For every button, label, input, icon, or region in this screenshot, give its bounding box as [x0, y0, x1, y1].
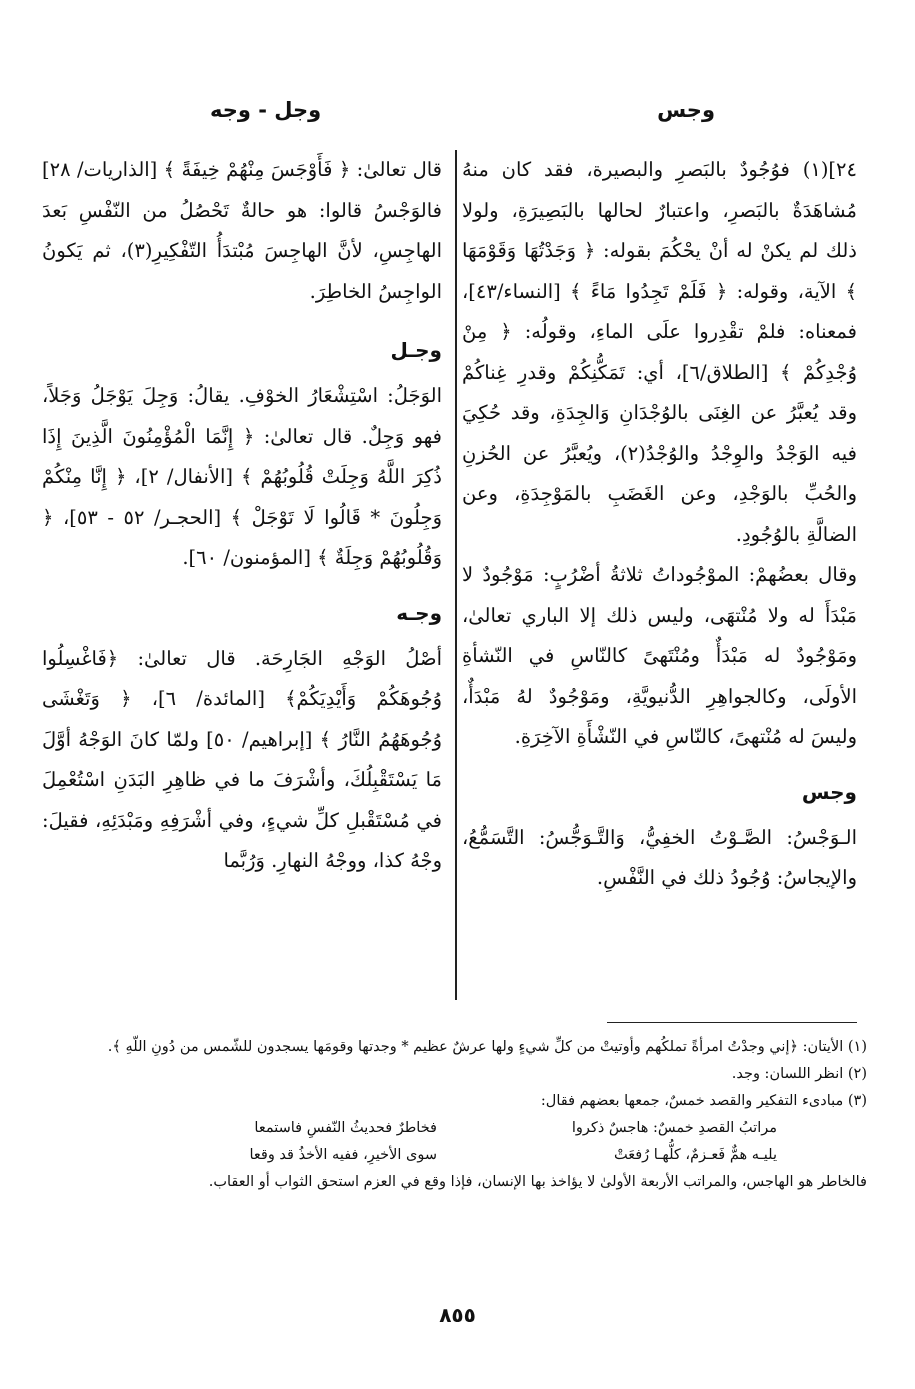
- right-column: [462, 150, 857, 899]
- entry-heading-wajal: وجـل: [390, 338, 442, 362]
- paragraph-wajs-continuation: قال تعالىٰ: ﴿ فَأَوْجَسَ مِنْهُمْ خِيفَةً ﴾ [الذاريات/ ٢٨] فالوَجْسُ قالوا: هو حالةٌ تَحْصُلُ من النّفْسِ بَعدَ الهاجِسِ، لأنَّ الهاجِسَ مُبْتدَأُ التّفْكِيرِ(٣)، ثم يَكونُ الواجِسُ الخاطِرَ.: [42, 158, 442, 303]
- verse-1-second-hemistich: فخاطرٌ فحديثُ النّفسِ فاستمعا: [254, 1120, 437, 1136]
- poem-verse-1: [47, 1115, 867, 1142]
- verse-2-second-hemistich: سوى الأخيرِ، ففيه الأخذُ قد وقعا: [249, 1147, 437, 1163]
- entry-text-wajs: الـوَجْسُ: الصَّـوْتُ الخفِيُّ، وَالتَّـوَجُّسُ: التَّسَمُّعُ، والإيجاسُ: وُجُودُ ذلك في النَّفْسِ.: [462, 825, 857, 889]
- paragraph-wajd-continuation: ٢٤](١) فوُجُودٌ بالبَصرِ والبصيرة، فقد كان منهُ مُشاهَدَةٌ بالبَصرِ، واعتبارٌ لحالها بالبَصِيرَةِ، ولولا ذلك لم يكنْ له أنْ يحْكُمَ بقوله: ﴿ وَجَدْتُهَا وَقَوْمَهَا ﴾ الآية، وقوله: ﴿ فَلَمْ تَجِدُوا مَاءً ﴾ [النساء/٤٣]، فمعناه: فلمْ تقْدِروا علَى الماءِ، وقولُه: ﴿ مِنْ وُجْدِكُمْ ﴾ [الطلاق/٦]، أي: تَمَكُّنِكُمْ وقدرِ غِناكُمْ وقد يُعبَّرُ عن الغِنَى بالوُجْدَانِ وَالجِدَةِ، وقد حُكِيَ فيه الوَجْدُ والوِجْدُ والوُجْدُ(٢)، ويُعبَّرُ عن الحُزنِ والحُبِّ بالوَجْدِ، وعن الغَضَبِ بالمَوْجِدَةِ، وعن الضالَّةِ بالوُجُودِ.: [462, 158, 857, 546]
- entry-text-wajal: الوَجَلُ: اسْتِشْعَارُ الخوْفِ. يقالُ: وَجِلَ يَوْجَلُ وَجَلاً، فهو وَجِلٌ. قال تعالىٰ: ﴿ إِنَّمَا الْمُؤْمِنُونَ الَّذِينَ إِذَا ذُكِرَ اللَّهُ وَجِلَتْ قُلُوبُهُمْ ﴾ [الأنفال/ ٢]، ﴿ إِنَّا مِنْكُمْ وَجِلُونَ * قَالُوا لَا تَوْجَلْ ﴾ [الحجـر/ ٥٢ - ٥٣]، ﴿ وَقُلُوبُهُمْ وَجِلَةٌ ﴾ [المؤمنون/ ٦٠].: [42, 384, 442, 569]
- entry-heading-wajs: وجس: [801, 779, 857, 804]
- footnote-2: (٢) انظر اللسان: وجد.: [731, 1066, 867, 1082]
- footnotes: [47, 1034, 867, 1196]
- entry-text-wajh: أصْلُ الوَجْهِ الجَارِحَة. قال تعالىٰ: ﴿فَاغْسِلُوا وُجُوهَكُمْ وَأَيْدِيَكُمْ﴾ [المائدة/ ٦]، ﴿ وَتَغْشَى وُجُوهَهُمُ النَّارُ ﴾ [إبراهيم/ ٥٠] ولمّا كانَ الوَجْهُ أوَّلَ مَا يَسْتَقْبِلُكَ، وأشْرَفَ ما في ظاهِرِ البَدَنِ اسْتُعْمِلَ في مُسْتَقْبلِ كلِّ شيءٍ، وفي أشْرَفِهِ ومَبْدَئِهِ، فقيلَ: وجْهُ كذا، ووجْهُ النهارِ. وَرُبَّما: [42, 646, 442, 872]
- left-column: [42, 150, 442, 882]
- running-header-right: وجس: [657, 98, 715, 122]
- verse-2-first-hemistich: يليـه همٌّ فَعـزمٌ، كلُّهـا رُفعَتْ: [613, 1147, 777, 1163]
- entry-heading-wajh: وجـه: [396, 600, 442, 625]
- footnote-3-conclusion: فالخاطر هو الهاجس، والمراتب الأربعة الأولىٰ لا يؤاخذ بها الإنسان، فإذا وقع في العزم استحق الثواب أو العقاب.: [208, 1174, 867, 1190]
- verse-1-first-hemistich: مراتبُ القصدِ خمسٌ: هاجسٌ ذكروا: [571, 1120, 777, 1136]
- poem-verse-2: [47, 1142, 867, 1169]
- footnote-1: (١) الأيتان: ﴿إني وجدْتُ امرأةً تملكُهم وأوتيتْ من كلِّ شيءٍ ولها عرشٌ عظيم * وجدتها وقومَها يسجدون للشّمس من دُونِ اللّهِ ﴾.: [107, 1039, 867, 1055]
- page-number: ٨٥٥: [439, 1303, 476, 1327]
- column-divider: [455, 150, 457, 1000]
- footnote-rule: [607, 1022, 857, 1023]
- footnote-3: (٣) مبادىء التفكير والقصد خمسٌ، جمعها بعضهم فقال:: [540, 1093, 867, 1109]
- running-header-left: وجل - وجه: [210, 98, 322, 122]
- paragraph-mawjudat: وقال بعضُهمْ: الموْجُوداتُ ثلاثةُ أضْرُبٍ: مَوْجُودٌ لا مَبْدَأَ له ولا مُنْتهَى، وليس ذلك إلا الباري تعالىٰ، ومَوْجُودٌ له مَبْدَأٌ ومُنْتَهىً كالنّاسِ في النّشأةِ الأولَى، وكالجواهِرِ الدُّنيويَّةِ، ومَوْجُودٌ لهُ مَبْدَأٌ، وليسَ له مُنْتهىً، كالنّاسِ في النّشْأَةِ الآخِرَةِ.: [462, 563, 857, 748]
